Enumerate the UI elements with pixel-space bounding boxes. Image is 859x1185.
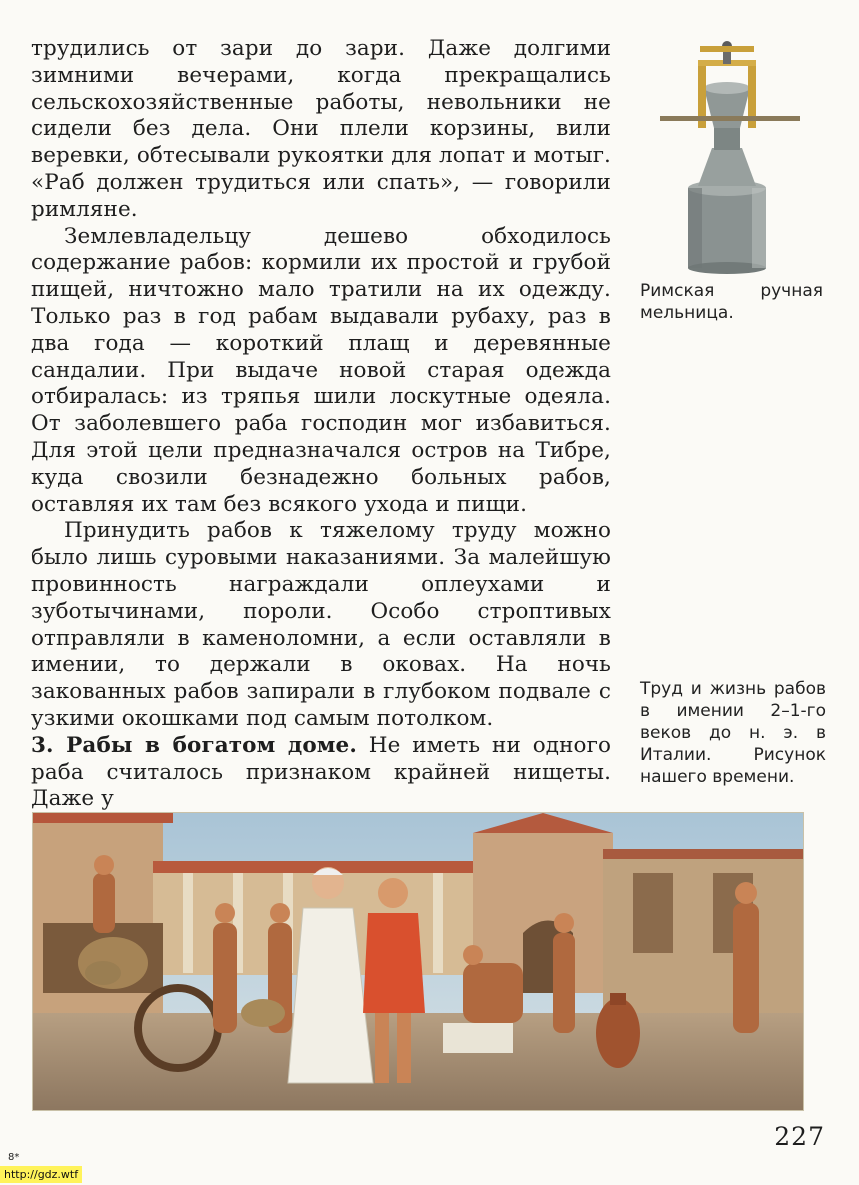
- section-heading: 3. Рабы в богатом доме.: [31, 732, 357, 758]
- page-number: 227: [774, 1122, 825, 1151]
- paragraph-2: Землевладельцу дешево обходилось содержание рабов: кормили их простой и грубой пищей, ничтожно мало тратили на их одежду. Только раз в год рабам выдавали рубаху, раз в два года — короткий плащ и деревянные сандалии. При выдаче новой старая одежда отбиралась: из тряпья шили лоскутные одеяла. От заболевшего раба господин мог избавиться. Для этой цели предназначался остров на Тибре, куда свозили безнадежно больных рабов, оставляя их там без всякого ухода и пищи.: [31, 223, 611, 517]
- section-paragraph: [31, 733, 611, 813]
- paragraph-3: Принудить рабов к тяжелому труду можно было лишь суровыми наказаниями. За малейшую провинность награждали оплеухами и зуботычинами, пороли. Особо строптивых отправляли в каменоломни, а если оставляли в имении, то держали в оковах. На ночь закованных рабов запирали в глубоком подвале с узкими окошками под самым потолком.: [31, 518, 611, 731]
- slave-labor-scene-illustration: [32, 812, 804, 1111]
- watermark-link[interactable]: http://gdz.wtf: [0, 1166, 82, 1183]
- main-text-column: [31, 36, 611, 813]
- paragraph-1: трудились от зари до зари. Даже долгими зимними вечерами, когда прекращались сельскохозяйственные работы, невольники не сидели без дела. Они плели корзины, вили веревки, обтесывали рукоятки для лопат и мотыг. «Раб должен трудиться или спать», — говорили римляне.: [31, 36, 611, 222]
- roman-mill-illustration: [640, 38, 820, 278]
- sheet-mark: 8*: [8, 1152, 20, 1163]
- mill-caption: Римская ручная мельница.: [640, 281, 823, 323]
- section-text: Не иметь ни одного раба считалось признаком крайней нищеты. Даже у: [31, 732, 611, 812]
- scene-caption: Труд и жизнь рабов в имении 2–1-го веков до н. э. в Италии. Рисунок нашего времени.: [640, 679, 826, 787]
